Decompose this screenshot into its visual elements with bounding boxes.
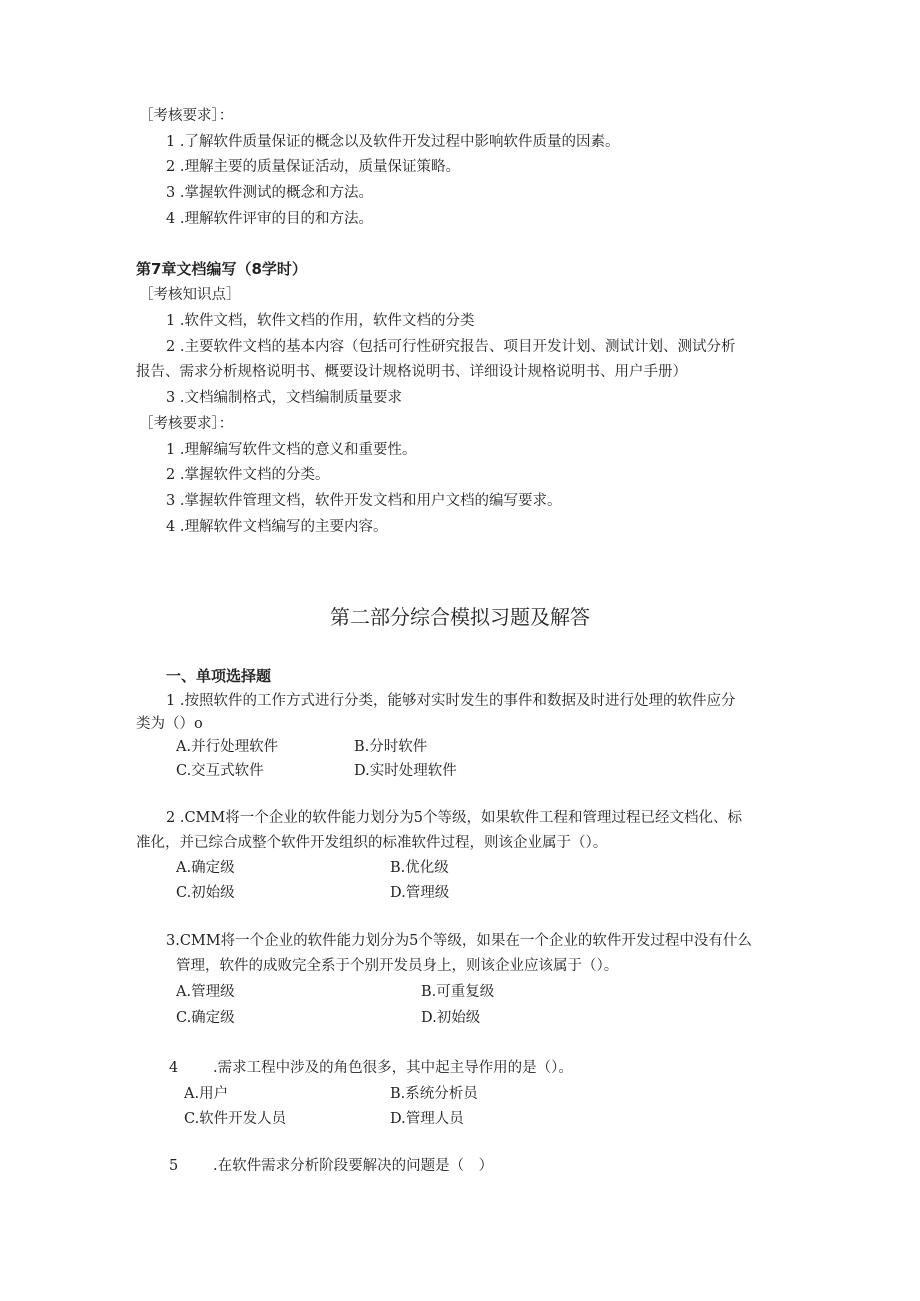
option-c: C.初始级 [176,885,235,901]
option-a: A.并行处理软件 [176,739,279,755]
list-item-continuation: 报告、需求分析规格说明书、概要设计规格说明书、详细设计规格说明书、用户手册） [136,364,687,380]
option-a: A.用户 [184,1086,229,1102]
list-item: 1 .了解软件质量保证的概念以及软件开发过程中影响软件质量的因素。 [166,134,620,150]
option-b: B.优化级 [390,860,449,876]
option-d: D.实时处理软件 [354,763,457,779]
list-item: 3 .文档编制格式，文档编制质量要求 [166,390,402,406]
requirements-header: ［考核要求］： [139,108,234,124]
question-number: 4 [169,1060,179,1076]
option-c: C.软件开发人员 [184,1111,287,1127]
question-text: 2 .CMM将一个企业的软件能力划分为5个等级，如果软件工程和管理过程已经文档化、标 [166,810,742,826]
option-b: B.系统分析员 [390,1086,478,1102]
requirements-header: ［考核要求］： [139,416,234,432]
question-text: 管理，软件的成败完全系于个别开发员身上，则该企业应该属于（）。 [176,958,619,974]
option-c: C.交互式软件 [176,763,264,779]
option-d: D.管理级 [390,885,450,901]
option-b: B.分时软件 [354,739,428,755]
question-text: 1 .按照软件的工作方式进行分类，能够对实时发生的事件和数据及时进行处理的软件应分 [166,693,736,709]
question-number: 5 [169,1158,179,1174]
question-text: .需求工程中涉及的角色很多，其中起主导作用的是（）。 [213,1060,573,1076]
question-text: 准化，并已综合成整个软件开发组织的标准软件过程，则该企业属于（）。 [136,835,608,851]
option-c: C.确定级 [176,1010,235,1026]
question-text: .在软件需求分析阶段要解决的问题是（ ） [213,1158,494,1174]
option-d: D.初始级 [421,1010,481,1026]
list-item: 4 .理解软件文档编写的主要内容。 [166,519,388,535]
option-d: D.管理人员 [390,1111,464,1127]
part-title: 第二部分综合模拟习题及解答 [330,605,590,629]
question-text: 3.CMM将一个企业的软件能力划分为5个等级，如果在一个企业的软件开发过程中没有什么 [166,933,752,949]
list-item: 1 .理解编写软件文档的意义和重要性。 [166,442,417,458]
list-item: 2 .掌握软件文档的分类。 [166,467,330,483]
chapter-heading: 第7章文档编写（8学时） [136,260,307,278]
list-item: 4 .理解软件评审的目的和方法。 [166,211,373,227]
section-heading: 一、单项选择题 [166,667,272,685]
list-item: 3 .掌握软件测试的概念和方法。 [166,185,373,201]
option-a: A.管理级 [176,984,235,1000]
list-item: 1 .软件文档，软件文档的作用，软件文档的分类 [166,313,475,329]
list-item: 2 .主要软件文档的基本内容（包括可行性研究报告、项目开发计划、测试计划、测试分析 [166,339,736,355]
option-a: A.确定级 [176,860,235,876]
option-b: B.可重复级 [421,984,495,1000]
question-text: 类为（）o [136,716,203,732]
list-item: 2 .理解主要的质量保证活动，质量保证策略。 [166,159,460,175]
list-item: 3 .掌握软件管理文档，软件开发文档和用户文档的编写要求。 [166,493,562,509]
knowledge-points-header: ［考核知识点］ [139,287,241,303]
